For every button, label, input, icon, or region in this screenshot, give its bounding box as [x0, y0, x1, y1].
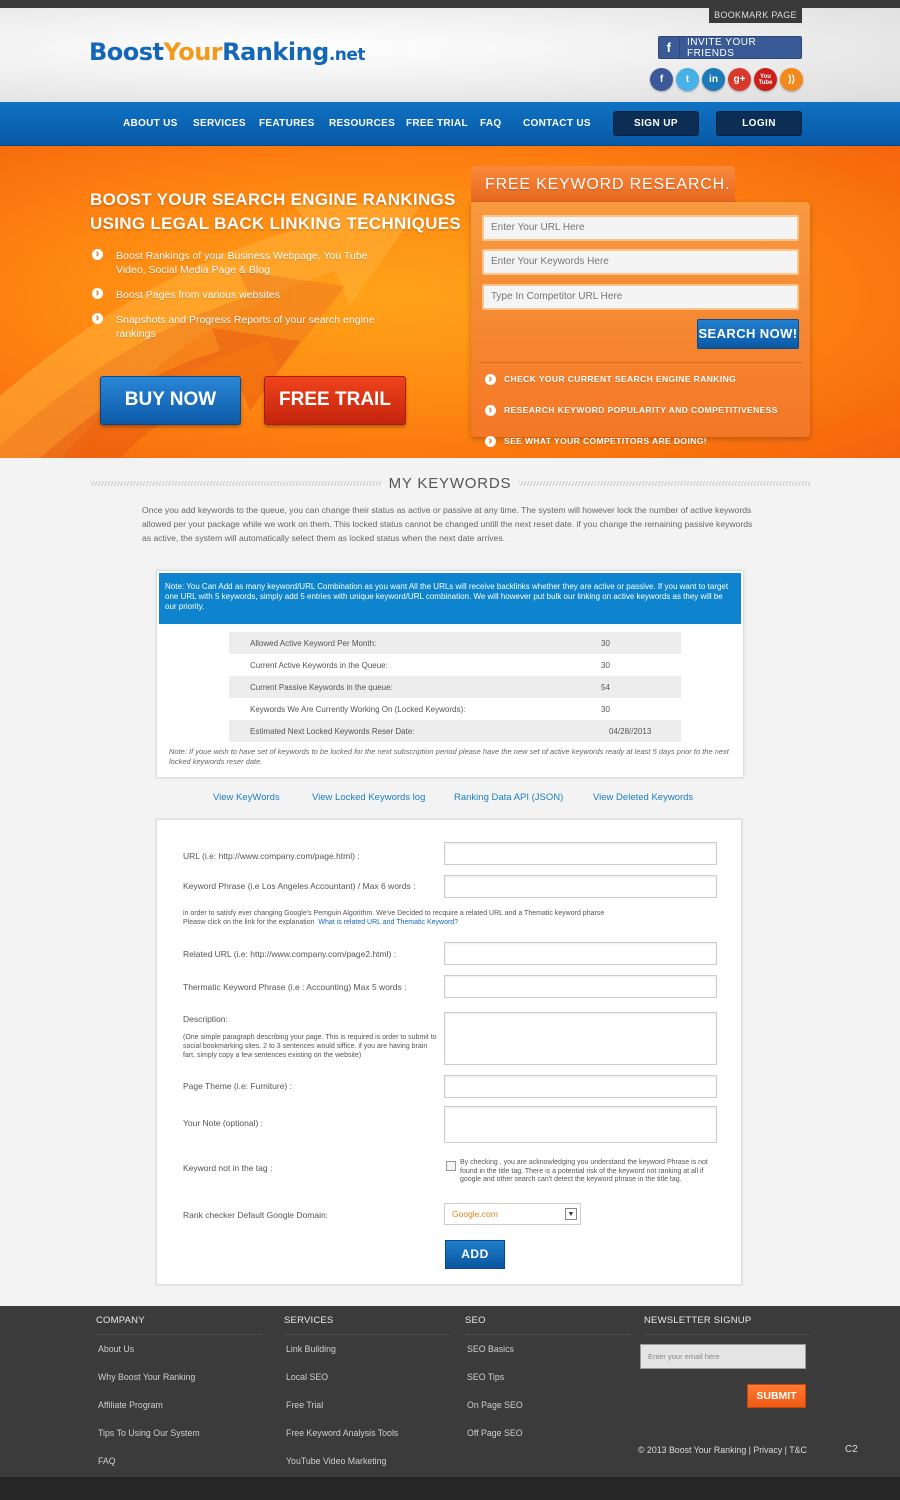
research-point: › SEE WHAT YOUR COMPETITORS ARE DOING! [485, 431, 785, 451]
ranking-data-api-link[interactable]: Ranking Data API (JSON) [454, 792, 564, 803]
table-row [229, 720, 681, 742]
footer-link[interactable]: Local SEO [286, 1372, 329, 1382]
header [0, 8, 900, 102]
main-content [0, 458, 900, 1306]
table-row [229, 676, 681, 698]
footer-services-title: SERVICES [284, 1306, 450, 1335]
my-keywords-title: MY KEYWORDS [388, 474, 512, 492]
footer-services-column [284, 1306, 450, 1475]
hero-bullet: › Boost Pages from various websites [92, 288, 392, 302]
footer-link[interactable]: About Us [98, 1344, 135, 1354]
hero-title-line2: USING LEGAL BACK LINKING TECHNIQUES [90, 214, 461, 233]
free-trail-button[interactable]: FREE TRAIL [264, 376, 406, 425]
buy-now-button[interactable]: BUY NOW [100, 376, 241, 425]
stats-table [229, 632, 681, 742]
footer-link[interactable]: On Page SEO [467, 1400, 523, 1410]
hero-banner [0, 146, 900, 458]
twitter-icon[interactable]: t [676, 68, 699, 91]
keywords-input[interactable]: Enter Your Keywords Here [482, 249, 799, 275]
footer-link[interactable]: Tips To Using Our System [98, 1428, 200, 1438]
add-keyword-form [156, 819, 742, 1285]
stat-value: 30 [601, 704, 610, 714]
linkedin-icon[interactable]: in [702, 68, 725, 91]
penguin-explanation [183, 909, 723, 927]
penguin-text: in order to satisfy ever changing Google's Pemguin Algorithm. We've Decided to recquire a related URL and a Thematic keyword pharse [183, 910, 605, 917]
footer-newsletter-column [644, 1306, 810, 1335]
keyword-phrase-field[interactable] [444, 875, 717, 898]
table-row [229, 698, 681, 720]
keyword-not-in-tag-checkbox[interactable] [446, 1161, 456, 1171]
nav-faq[interactable]: FAQ [480, 118, 502, 129]
youtube-icon[interactable]: You Tube [754, 68, 777, 91]
stat-label: Keywords We Are Currently Working On (Locked Keywords): [250, 704, 466, 714]
facebook-icon: f [659, 37, 680, 58]
footer-link[interactable]: Off Page SEO [467, 1428, 523, 1438]
stat-value: 54 [601, 682, 610, 692]
bookmark-page-button[interactable]: BOOKMARK PAGE [709, 8, 802, 23]
footer-link[interactable]: Free Trial [286, 1400, 324, 1410]
thematic-keyword-field[interactable] [444, 975, 717, 998]
footer-link[interactable]: SEO Tips [467, 1372, 505, 1382]
description-field[interactable] [444, 1012, 717, 1065]
logo-boost: Boost [89, 38, 164, 66]
description-help: (One simple paragraph describing your page. This is required is order to submit to social bookmarking sites. 2 to 3 sentences would siffice. if you are having brain fart, simply copy a few sentences existing on the website) [183, 1034, 437, 1059]
nav-contact-us[interactable]: CONTACT US [523, 118, 591, 129]
stat-value: 30 [601, 638, 610, 648]
penguin-click-text: Pleasw click on the link for the explanation [183, 919, 315, 926]
nav-services[interactable]: SERVICES [193, 118, 246, 129]
hero-title [90, 188, 470, 236]
intro-text: Once you add keywords to the queue, you can change their status as active or passive at any time. The system will however lock the number of active keywords allowed per your package while we work on them. This locked status cannot be changed untill the next reset date. if you change the remaining passive keywords as active, the system will automatically select them as locked status when the next date arrives. [142, 505, 753, 543]
facebook-icon[interactable]: f [650, 68, 673, 91]
sign-up-button[interactable]: SIGN UP [613, 111, 699, 136]
stat-label: Estimated Next Locked Keywords Reser Date: [250, 726, 415, 736]
newsletter-submit-button[interactable]: SUBMIT [747, 1384, 806, 1408]
description-label: Description: [183, 1014, 228, 1024]
divider [479, 362, 802, 363]
newsletter-email-input[interactable]: Enter your email here [640, 1344, 806, 1369]
divider [90, 481, 381, 486]
view-deleted-keywords-link[interactable]: View Deleted Keywords [593, 792, 694, 803]
nav-about-us[interactable]: ABOUT US [123, 118, 178, 129]
nav-free-trial[interactable]: FREE TRIAL [406, 118, 468, 129]
url-label: URL (i.e: http://www.company.com/page.html) : [183, 851, 360, 861]
footer-newsletter-title: NEWSLETTER SIGNUP [644, 1306, 810, 1335]
hero-bullet: › Snapshots and Progress Reports of your search engine rankings [92, 313, 392, 341]
bottom-bar [0, 1477, 900, 1500]
url-input[interactable]: Enter Your URL Here [482, 215, 799, 241]
note-banner: Note: You Can Add as many keyword/URL Combination as you want All the URLs will receive backlinks whether they are active or passive. If you want to target one URL with 5 keywords, simply add 5 entries with unique keyword/URL combination. We will however put bulk our linking on active keywords as they will be our priority. [159, 573, 741, 624]
keyword-not-in-tag-text: By checking , you are acknowledging you understand the keyword Phrase is not found in the title tag. There is a potential risk of the keyword not ranking at all if google and other search can't detect the keyword phrase in the title tag. [460, 1159, 708, 1183]
login-button[interactable]: LOGIN [716, 111, 802, 136]
your-note-field[interactable] [444, 1106, 717, 1143]
view-locked-keywords-link[interactable]: View Locked Keywords log [312, 792, 426, 803]
related-url-field[interactable] [444, 942, 717, 965]
stat-value: 30 [601, 660, 610, 670]
logo-your: Your [163, 38, 223, 66]
footer-seo-title: SEO [465, 1306, 631, 1335]
logo-net: .net [328, 45, 366, 65]
keyword-research-title: FREE KEYWORD RESEARCH. [471, 166, 735, 204]
footer-link[interactable]: YouTube Video Marketing [286, 1456, 387, 1466]
hero-bullet-list [92, 249, 392, 352]
stat-label: Current Passive Keywords in the queue: [250, 682, 393, 692]
nav-features[interactable]: FEATURES [259, 118, 315, 129]
divider [519, 481, 810, 486]
page-theme-label: Page Theme (i.e: Furniture) : [183, 1081, 292, 1091]
page-theme-field[interactable] [444, 1075, 717, 1098]
chevron-down-icon: ▼ [565, 1208, 577, 1220]
copyright: © 2013 Boost Your Ranking | Privacy | T&C [638, 1445, 807, 1455]
social-links [650, 68, 803, 91]
main-nav [0, 102, 900, 146]
googleplus-icon[interactable]: g+ [728, 68, 751, 91]
footer [0, 1306, 900, 1477]
search-now-button[interactable]: SEARCH NOW! [697, 319, 799, 349]
competitor-url-input[interactable]: Type In Competitor URL Here [482, 284, 799, 310]
google-domain-select[interactable] [444, 1203, 581, 1225]
hero-title-line1: BOOST YOUR SEARCH ENGINE RANKINGS [90, 190, 456, 209]
footer-link[interactable]: Link Building [286, 1344, 336, 1354]
invite-friends-button[interactable] [658, 36, 802, 59]
related-url-label: Related URL (i.e: http://www.company.com/page2.html) : [183, 949, 397, 959]
stat-value: 04/28//2013 [609, 726, 652, 736]
google-domain-value: Google.com [452, 1209, 498, 1219]
invite-label: INVITE YOUR FRIENDS [686, 36, 757, 59]
keyword-research-points [485, 369, 785, 458]
keyword-stats-box [156, 570, 744, 778]
footer-link[interactable]: SEO Basics [467, 1344, 514, 1354]
table-row [229, 654, 681, 676]
stats-footnote: Note: If youe wish to have set of keywords to be locked for the next subscription period please have the new set of active keywords ready at least 5 days prior to the next locked keywords reser date. [169, 747, 729, 766]
site-logo[interactable] [89, 38, 365, 66]
footer-link[interactable]: Affiliate Program [98, 1400, 163, 1410]
related-url-explanation-link[interactable]: What is related URL and Thematic Keyword? [318, 919, 459, 926]
view-keywords-link[interactable]: View KeyWords [213, 792, 280, 803]
table-row [229, 632, 681, 654]
add-button[interactable]: ADD [445, 1240, 505, 1269]
top-bar [0, 0, 900, 8]
footer-link[interactable]: Free Keyword Analysis Tools [286, 1428, 399, 1438]
research-point: › RESEARCH KEYWORD POPULARITY AND COMPETITIVENESS [485, 400, 785, 420]
footer-company-column [96, 1306, 262, 1475]
footer-company-title: COMPANY [96, 1306, 262, 1335]
thematic-keyword-label: Thermatic Keyword Phrase (i.e : Accounting) Max 5 words : [183, 982, 407, 992]
keyword-research-panel [471, 202, 810, 446]
google-domain-label: Rank checker Default Google Domain: [183, 1210, 329, 1220]
footer-link[interactable]: FAQ [98, 1456, 116, 1466]
stat-label: Allowed Active Keyword Per Month: [250, 638, 377, 648]
nav-resources[interactable]: RESOURCES [329, 118, 396, 129]
footer-seo-column [465, 1306, 631, 1447]
stat-label: Current Active Keywords in the Queue: [250, 660, 388, 670]
keyword-phrase-label: Keyword Phrase (i.e Los Angeles Accountant) / Max 6 words : [183, 881, 416, 891]
footer-code: C2 [845, 1444, 858, 1455]
footer-link[interactable]: Why Boost Your Ranking [98, 1372, 196, 1382]
keyword-not-in-tag-label: Keyword not in the tag : [183, 1163, 273, 1173]
rss-icon[interactable]: )) [780, 68, 803, 91]
url-field[interactable] [444, 842, 717, 865]
research-point: › CHECK YOUR CURRENT SEARCH ENGINE RANKING [485, 369, 785, 389]
logo-ranking: Ranking [222, 38, 329, 66]
section-title [90, 475, 810, 491]
hero-bullet: › Boost Rankings of your Business Webpage, You Tube Video, Social Media Page & Blog [92, 249, 392, 277]
your-note-label: Your Note (optional) : [183, 1118, 264, 1128]
